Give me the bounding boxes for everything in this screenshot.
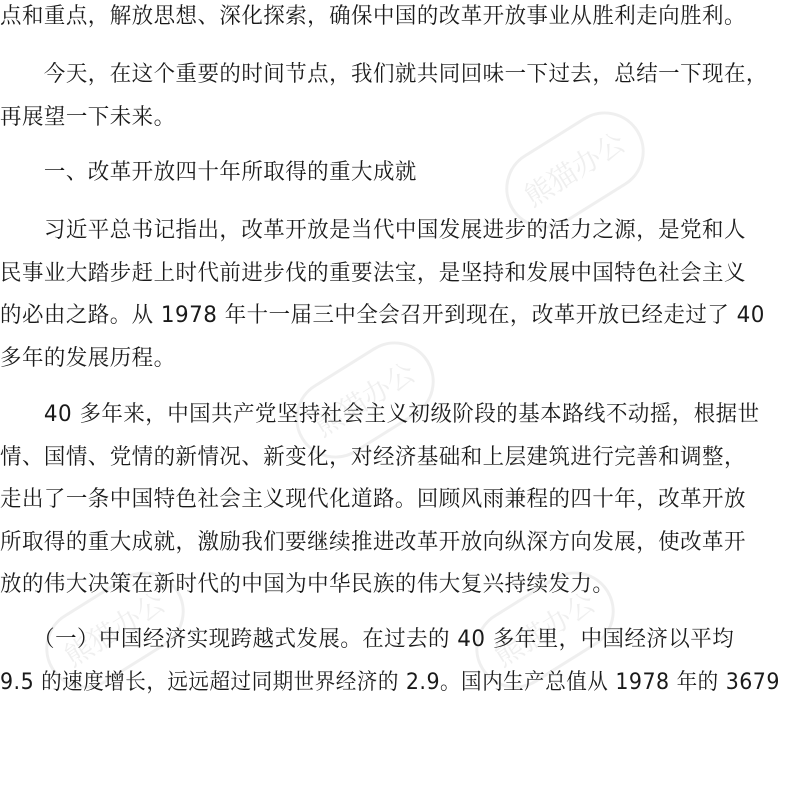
text-line: 习近平总书记指出，改革开放是当代中国发展进步的活力之源，是党和人 (0, 218, 746, 243)
watermark-stamp: 熊猫办公 (460, 556, 630, 703)
text-line: 走出了一条中国特色社会主义现代化道路。回顾风雨兼程的四十年，改革开放 (0, 487, 746, 512)
text-line: 点和重点，解放思想、深化探索，确保中国的改革开放事业从胜利走向胜利。 (0, 4, 746, 29)
watermark-stamp: 熊猫办公 (30, 556, 200, 703)
text-line: 今天，在这个重要的时间节点，我们就共同回味一下过去，总结一下现在， (0, 62, 768, 87)
watermark-stamp: 熊猫办公 (280, 326, 450, 473)
text-line: 9.5 的速度增长，远远超过同期世界经济的 2.9。国内生产总值从 1978 年的 3679 (0, 670, 780, 695)
section-heading: 一、改革开放四十年所取得的重大成就 (0, 160, 417, 185)
subsection-heading: （一）中国经济实现跨越式发展。在过去的 40 多年里，中国经济以平均 (0, 627, 735, 652)
text-line: 情、国情、党情的新情况、新变化，对经济基础和上层建筑进行完善和调整， (0, 445, 746, 470)
text-line: 再展望一下未来。 (0, 105, 176, 130)
text-line: 所取得的重大成就，激励我们要继续推进改革开放向纵深方向发展，使改革开 (0, 530, 746, 555)
text-line: 的必由之路。从 1978 年十一届三中全会召开到现在，改革开放已经走过了 40 (0, 303, 765, 328)
text-line: 40 多年来，中国共产党坚持社会主义初级阶段的基本路线不动摇，根据世 (0, 402, 760, 427)
watermark-stamp: 熊猫办公 (490, 96, 660, 243)
text-line: 多年的发展历程。 (0, 346, 176, 371)
text-line: 民事业大踏步赶上时代前进步伐的重要法宝，是坚持和发展中国特色社会主义 (0, 261, 746, 286)
text-line: 放的伟大决策在新时代的中国为中华民族的伟大复兴持续发力。 (0, 572, 615, 597)
